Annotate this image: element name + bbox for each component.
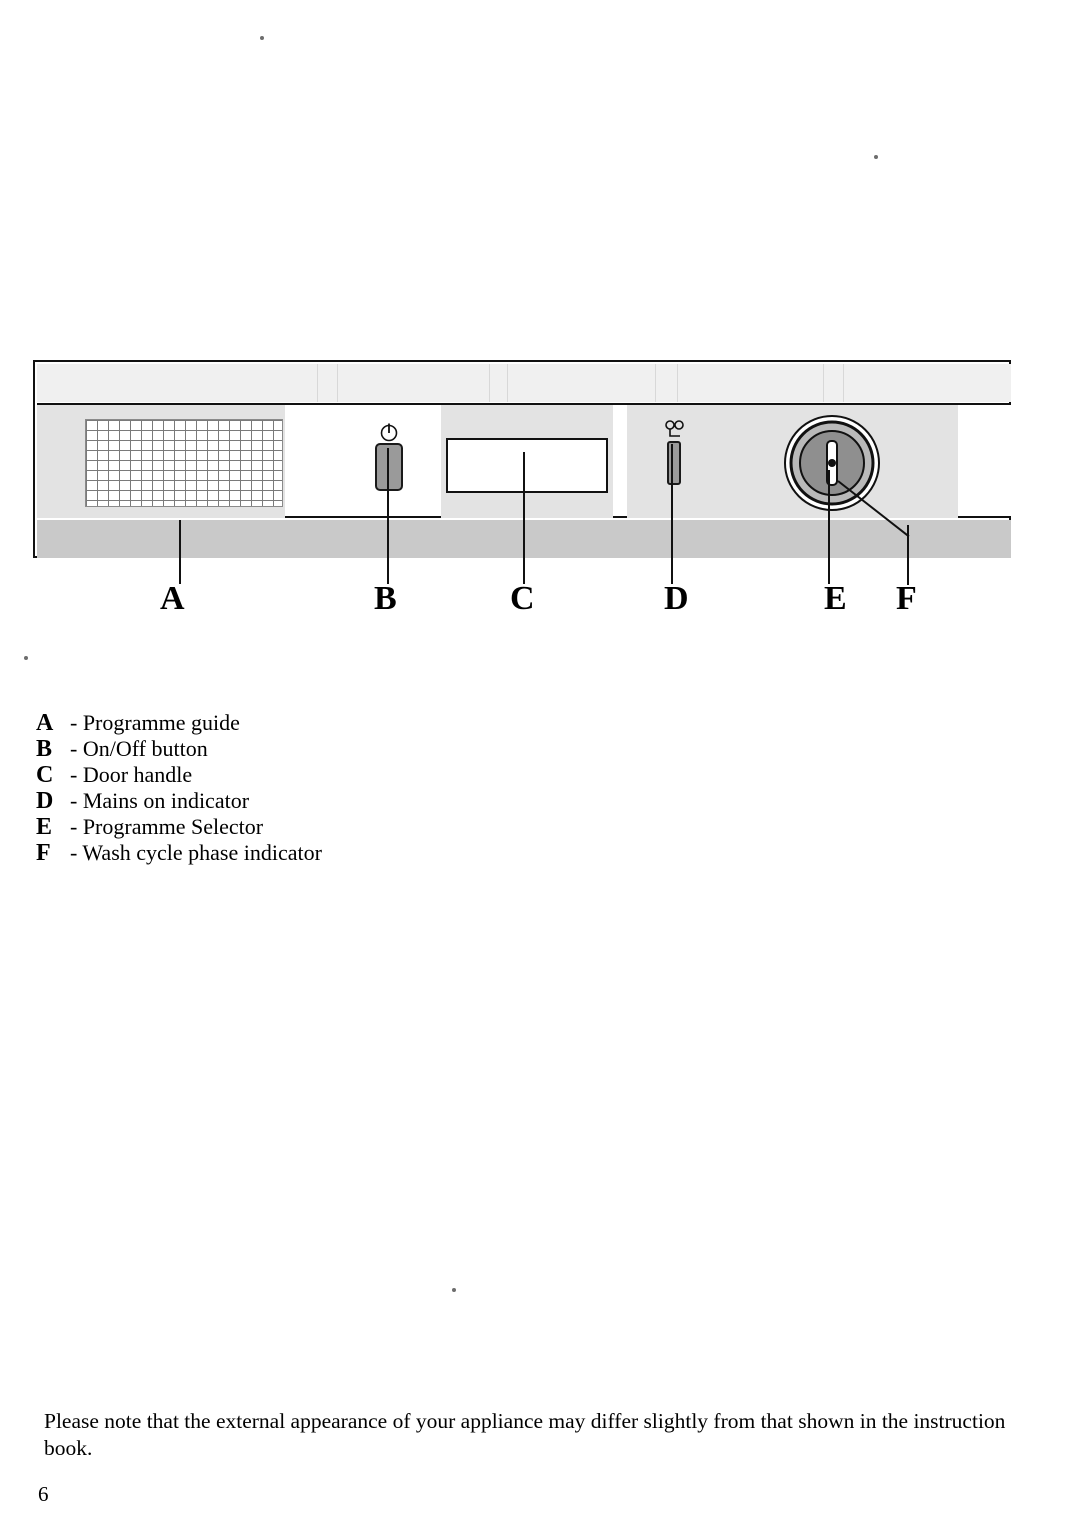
figure-letter-b: B (374, 580, 397, 617)
scan-speck (452, 1288, 456, 1292)
footer-note: Please note that the external appearance of your appliance may differ slightly from that shown in the instruction book. (44, 1409, 1006, 1460)
panel-zone-indicator (627, 405, 763, 518)
legend-text: - Programme guide (70, 710, 240, 735)
legend-item (36, 814, 736, 840)
legend-text: - Wash cycle phase indicator (70, 840, 322, 865)
legend-item (36, 762, 736, 788)
legend-letter: F (36, 840, 51, 866)
legend-letter: E (36, 814, 53, 840)
scan-speck (24, 656, 28, 660)
page-number: 6 (38, 1482, 49, 1506)
scan-speck (260, 36, 264, 40)
legend-text: - Door handle (70, 762, 193, 787)
programme-guide-grid (85, 419, 283, 507)
figure-letter-f: F (896, 580, 917, 617)
figure-letter-d: D (664, 580, 689, 617)
leader-line-b (387, 448, 389, 584)
legend-item (36, 840, 736, 866)
figure-letter-c: C (510, 580, 535, 617)
figure-letter-e: E (824, 580, 847, 617)
legend-text: - Programme Selector (70, 814, 264, 839)
legend-item (36, 736, 736, 762)
figure-letter-a: A (160, 580, 185, 617)
control-panel-diagram (33, 360, 1013, 560)
legend-list (36, 710, 736, 866)
leader-line-f (907, 525, 909, 585)
plug-icon (663, 418, 687, 440)
legend-item (36, 788, 736, 814)
legend-letter: B (36, 736, 53, 762)
legend-text: - Mains on indicator (70, 788, 250, 813)
mains-on-indicator (667, 441, 681, 485)
leader-line-a (179, 520, 181, 584)
panel-top-strip (37, 364, 1011, 402)
leader-line-d (671, 444, 673, 584)
on-off-button[interactable] (375, 443, 403, 491)
legend-letter: C (36, 762, 54, 788)
leader-line-e (828, 470, 830, 584)
legend-item (36, 710, 736, 736)
legend-letter: D (36, 788, 54, 814)
legend-letter: A (36, 710, 54, 736)
legend-text: - On/Off button (70, 736, 208, 761)
leader-line-c (523, 452, 525, 584)
door-handle[interactable] (446, 438, 608, 493)
scan-speck (874, 155, 878, 159)
programme-selector-knob[interactable] (782, 413, 882, 513)
power-icon (378, 421, 400, 443)
